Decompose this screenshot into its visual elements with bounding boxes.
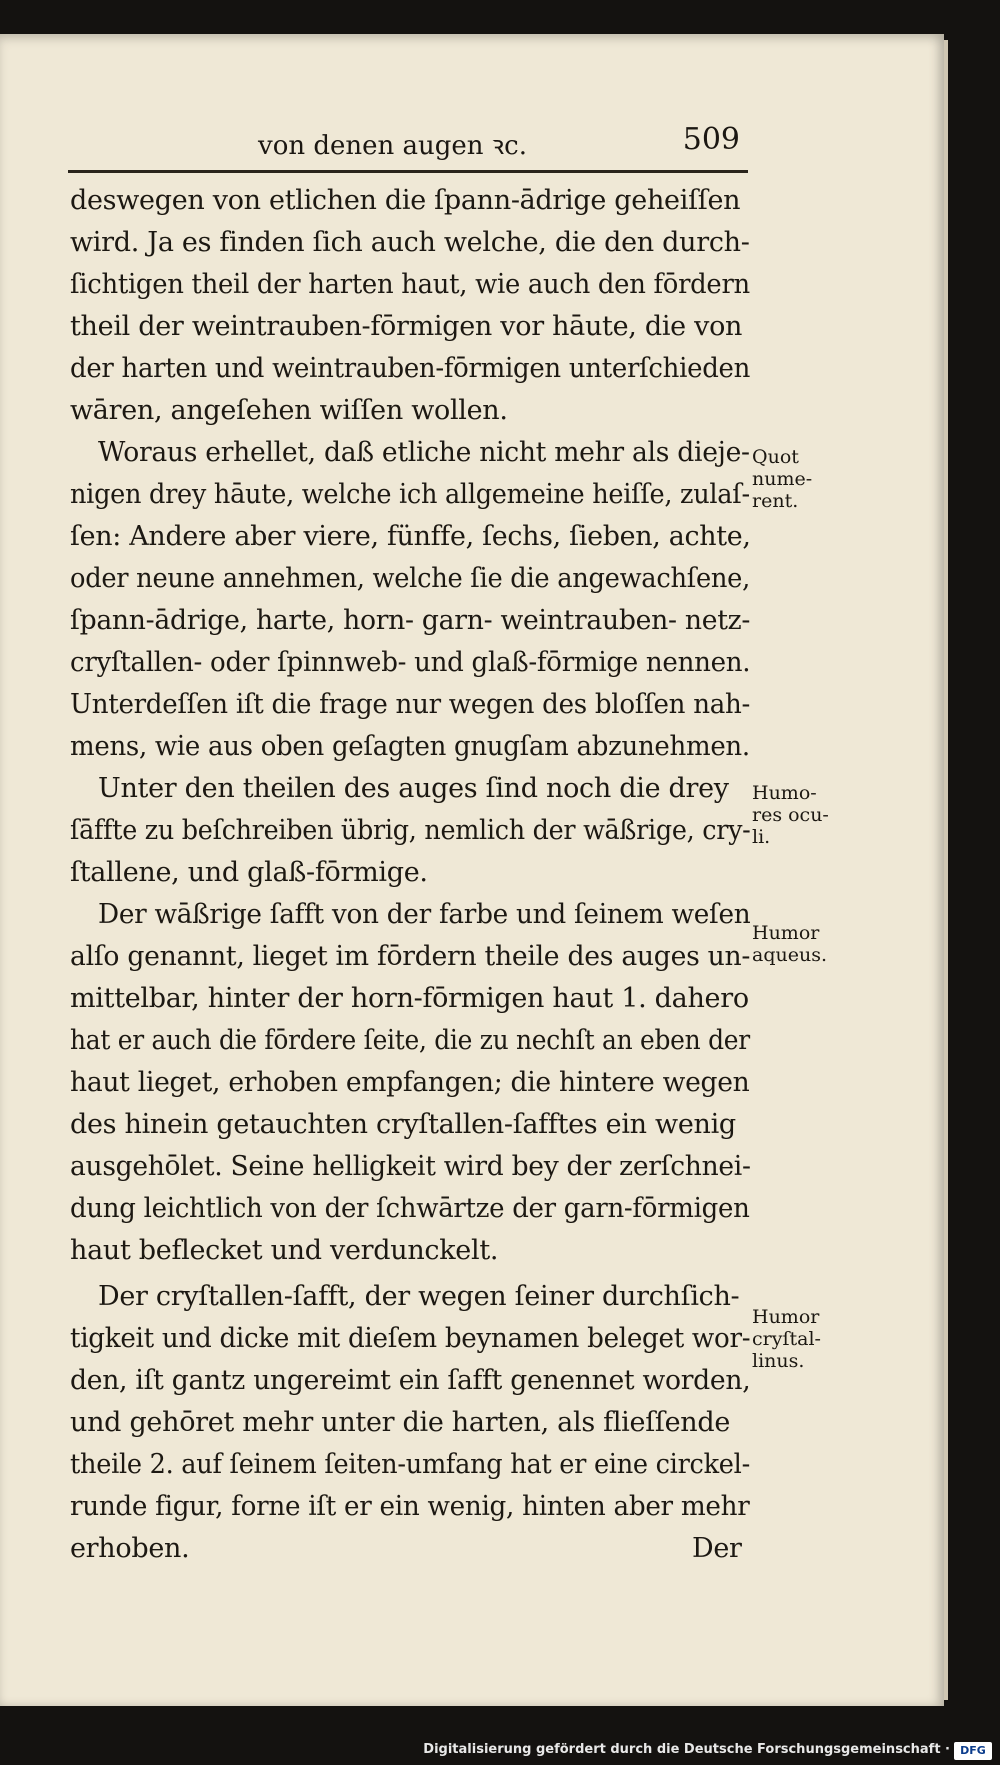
text-line: Unter den theilen des auges ſind noch die drey <box>98 773 729 804</box>
marginal-note-quot-numerent <box>752 446 872 512</box>
text-line: theil der weintrauben-fōrmigen vor hāute, die von <box>70 311 743 342</box>
page-header <box>68 122 748 166</box>
text-line: ſāffte zu beſchreiben übrig, nemlich der wāßrige, cry- <box>70 815 751 846</box>
marginal-line: aqueus. <box>752 944 827 966</box>
text-line: mens, wie aus oben geſagten gnugſam abzunehmen. <box>70 731 750 762</box>
marginal-line: Humo- <box>752 782 817 804</box>
running-head: von denen augen ꝛc. <box>258 131 527 161</box>
marginal-line: linus. <box>752 1350 805 1372</box>
marginal-line: res ocu- <box>752 804 829 826</box>
marginal-line: nume- <box>752 468 813 490</box>
text-line: oder neune annehmen, welche ſie die angewachſene, <box>70 563 750 594</box>
text-line: wāren, angeſehen wiſſen wollen. <box>70 395 508 426</box>
marginal-line: cryſtal- <box>752 1328 821 1350</box>
marginal-line: Quot <box>752 446 799 468</box>
digitization-footer <box>0 1740 1000 1765</box>
text-line: mittelbar, hinter der horn-fōrmigen haut 1. dahero <box>70 983 749 1014</box>
text-line: haut beflecket und verdunckelt. <box>70 1235 499 1266</box>
text-line: des hinein getauchten cryſtallen-ſafftes ein wenig <box>70 1109 736 1140</box>
marginal-line: Humor <box>752 922 820 944</box>
text-line: cryſtallen- oder ſpinnweb- und glaß-fōrmige nennen. <box>70 647 751 678</box>
digitization-credit: Digitalisierung gefördert durch die Deutsche Forschungsgemeinschaft · <box>423 1742 950 1757</box>
marginal-line: li. <box>752 826 771 848</box>
text-line: alſo genannt, lieget im fōrdern theile des auges un- <box>70 941 751 972</box>
text-line: theile 2. auf ſeinem ſeiten-umfang hat er eine circkel- <box>70 1449 750 1480</box>
text-line: ſen: Andere aber viere, fünffe, ſechs, ſieben, achte, <box>70 521 751 552</box>
text-line: und gehōret mehr unter die harten, als flieſſende <box>70 1407 731 1438</box>
text-line: Der wāßrige ſafft von der farbe und ſeinem weſen <box>98 899 751 930</box>
text-line: nigen drey hāute, welche ich allgemeine heiſſe, zulaſ- <box>70 479 750 510</box>
text-line: tigkeit und dicke mit dieſem beynamen beleget wor- <box>70 1323 751 1354</box>
dfg-logo: DFG <box>954 1742 992 1760</box>
text-line: deswegen von etlichen die ſpann-ādrige geheiſſen <box>70 185 741 216</box>
text-line: hat er auch die fōrdere ſeite, die zu nechſt an eben der <box>70 1025 750 1056</box>
text-line: Der cryſtallen-ſafft, der wegen ſeiner durchſich- <box>98 1281 740 1312</box>
marginal-note-humores-oculi <box>752 782 872 848</box>
page-number: 509 <box>682 122 740 157</box>
marginal-note-humor-aqueus <box>752 922 872 966</box>
text-line: ſtallene, und glaß-fōrmige. <box>70 857 428 888</box>
text-line: den, iſt gantz ungereimt ein ſafft genennet worden, <box>70 1365 751 1396</box>
text-line: runde figur, forne iſt er ein wenig, hinten aber mehr <box>70 1491 750 1522</box>
text-line: ſpann-ādrige, harte, horn- garn- weintrauben- netz- <box>70 605 751 636</box>
text-line: dung leichtlich von der ſchwārtze der garn-fōrmigen <box>70 1193 750 1224</box>
page-edge <box>944 40 948 1700</box>
text-line: der harten und weintrauben-fōrmigen unterſchieden <box>70 353 751 384</box>
marginal-line: Humor <box>752 1306 820 1328</box>
text-line: Unterdeſſen iſt die frage nur wegen des bloſſen nah- <box>70 689 751 720</box>
marginal-line: rent. <box>752 490 799 512</box>
marginal-note-humor-crystallinus <box>752 1306 872 1372</box>
text-line: ſichtigen theil der harten haut, wie auch den fōrdern <box>70 269 750 300</box>
text-line: haut lieget, erhoben empfangen; die hintere wegen <box>70 1067 750 1098</box>
text-line: wird. Ja es finden ſich auch welche, die den durch- <box>70 227 750 258</box>
header-rule <box>68 170 748 173</box>
catchword: Der <box>692 1533 742 1564</box>
text-line: Woraus erhellet, daß etliche nicht mehr als dieje- <box>98 437 750 468</box>
text-line: erhoben. <box>70 1533 190 1564</box>
text-line: ausgehōlet. Seine helligkeit wird bey der zerſchnei- <box>70 1151 751 1182</box>
